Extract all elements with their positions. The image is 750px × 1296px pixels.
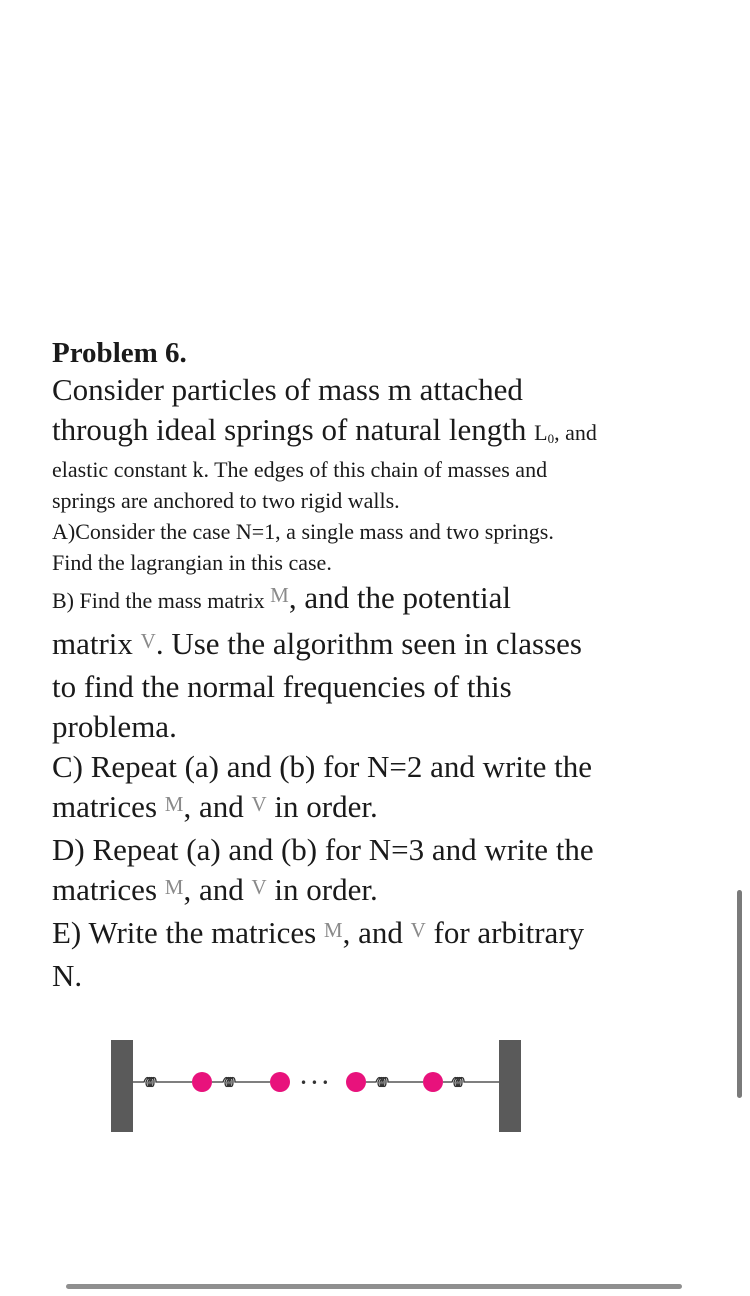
part-d-line-2: matrices M, and V in order. (52, 872, 378, 907)
potential-matrix-symbol: V (410, 918, 426, 942)
spring-4 (443, 1078, 499, 1087)
potential-matrix-symbol: V (251, 875, 267, 899)
problem-title: Problem 6. (52, 337, 187, 369)
part-b-line-2: matrix V. Use the algorithm seen in classes (52, 626, 582, 661)
ellipsis: • • • (300, 1076, 329, 1090)
problem-text (52, 336, 692, 996)
part-e-line-1: E) Write the matrices M, and V for arbitrary (52, 915, 585, 950)
part-c (52, 747, 692, 830)
part-e-line-2: N. (52, 958, 83, 993)
natural-length-symbol: $L_0$ (534, 420, 555, 446)
potential-matrix-symbol: V (140, 629, 156, 653)
part-b (52, 578, 692, 747)
intro-line-1: Consider particles of mass m attached (52, 372, 523, 407)
intro-line-2: through ideal springs of natural length $L_0$, and (52, 412, 597, 447)
mass-matrix-symbol: M (270, 583, 289, 607)
potential-matrix-symbol: V (251, 792, 267, 816)
right-wall (499, 1040, 521, 1132)
left-wall (111, 1040, 133, 1132)
mass-3 (346, 1072, 366, 1092)
mass-1 (192, 1072, 212, 1092)
mass-4 (423, 1072, 443, 1092)
mass-matrix-symbol: M (164, 792, 184, 816)
part-e (52, 913, 692, 996)
spring-2 (212, 1078, 270, 1087)
part-c-line-2: matrices M, and V in order. (52, 789, 378, 824)
part-b-line-3: to find the normal frequencies of this (52, 669, 512, 704)
home-indicator[interactable] (66, 1284, 682, 1289)
part-b-line-1: B) Find the mass matrix M, and the potential (52, 580, 511, 615)
part-b-line-4: problema. (52, 709, 177, 744)
spring-mass-chain-figure (100, 1030, 540, 1140)
part-a-line-1: A)Consider the case N=1, a single mass and two springs. (52, 519, 554, 544)
intro-line-3: elastic constant k. The edges of this chain of masses and (52, 457, 548, 482)
mass-2 (270, 1072, 290, 1092)
part-c-line-1: C) Repeat (a) and (b) for N=2 and write the (52, 749, 592, 784)
intro-paragraph (52, 370, 692, 516)
scrollbar[interactable] (737, 890, 742, 1098)
mass-matrix-symbol: M (164, 875, 184, 899)
mass-matrix-symbol: M (323, 918, 343, 942)
part-d (52, 830, 692, 913)
part-d-line-1: D) Repeat (a) and (b) for N=3 and write the (52, 832, 594, 867)
part-a-line-2: Find the lagrangian in this case. (52, 550, 332, 575)
spring-1 (133, 1078, 192, 1087)
part-a (52, 516, 692, 578)
intro-line-4: springs are anchored to two rigid walls. (52, 488, 400, 513)
spring-3 (366, 1078, 423, 1087)
